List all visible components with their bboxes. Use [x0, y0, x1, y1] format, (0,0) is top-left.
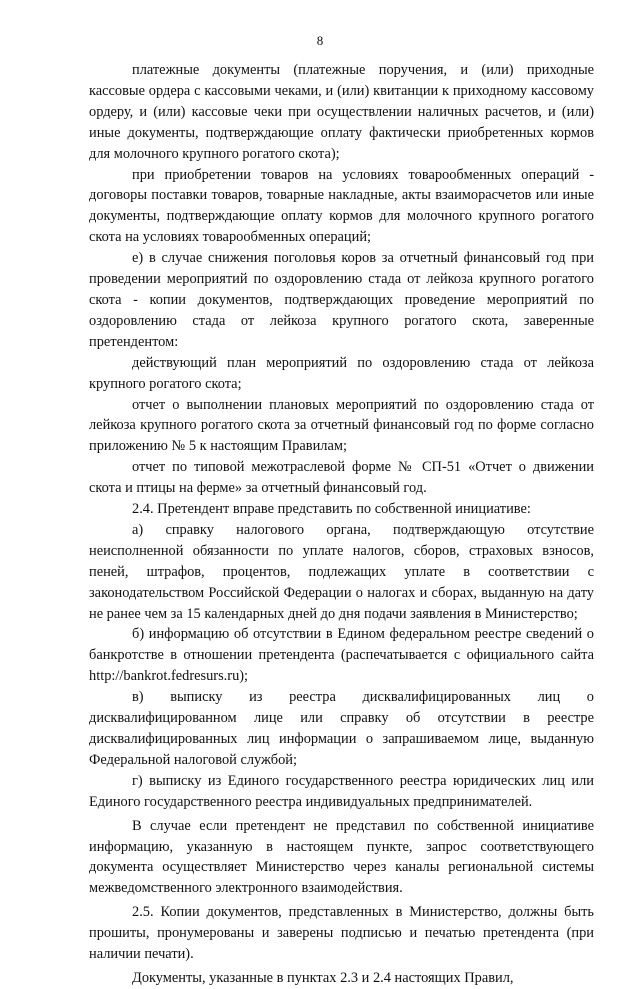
paragraph-item-e: е) в случае снижения поголовья коров за отчетный финансовый год при проведении мероприятий по оздоровлению стада от лейкоза крупного рогатого скота - копии документов, подтверждающих проведение мероприятий по оздоровлению стада от лейкоза крупного рогатого скота, заверенные претендентом:: [89, 250, 594, 350]
paragraph-item-g: г) выписку из Единого государственного реестра юридических лиц или Единого государственного реестра индивидуальных предпринимателей.: [89, 772, 594, 810]
paragraph-item-v: в) выписку из реестра дисквалифицированных лиц о дисквалифицированном лице или справку об отсутствии в реестре дисквалифицированных лиц информации о запрашиваемом лице, выданную Федеральной налоговой службой;: [89, 689, 594, 768]
paragraph-item-b: б) информацию об отсутствии в Едином федеральном реестре сведений о банкротстве в отношении претендента (распечатывается с официального сайта http://bankrot.fedresurs.ru);: [89, 626, 594, 685]
document-body: [89, 60, 594, 989]
paragraph-2-5: 2.5. Копии документов, представленных в Министерство, должны быть прошиты, пронумерованы и заверены подписью и печатью претендента (при наличии печати).: [89, 904, 594, 963]
page-number: 8: [316, 33, 324, 48]
paragraph-payment-documents: платежные документы (платежные поручения, и (или) приходные кассовые ордера с кассовыми чеками, и (или) квитанции к приходному кассовому ордеру, и (или) кассовые чеки при осуществлении наличных расчетов, и (или) иные документы, подтверждающие оплату фактически приобретенных кормов для молочного крупного рогатого скота);: [89, 62, 594, 162]
paragraph-documents-continued: Документы, указанные в пунктах 2.3 и 2.4 настоящих Правил,: [132, 969, 514, 986]
paragraph-interagency-request: В случае если претендент не представил по собственной инициативе информацию, указанную в настоящем пункте, запрос соответствующего документа осуществляет Министерство через каналы региональной системы межведомственного электронного взаимодействия.: [89, 817, 594, 897]
paragraph-item-a: а) справку налогового органа, подтверждающую отсутствие неисполненной обязанности по уплате налогов, сборов, страховых взносов, пеней, штрафов, процентов, подлежащих уплате в соответствии с законодательством Российской Федерации о налогах и сборах, выданную на дату не ранее чем за 15 календарных дней до дня подачи заявления в Министерство;: [89, 521, 594, 622]
paragraph-action-plan: действующий план мероприятий по оздоровлению стада от лейкоза крупного рогатого скота;: [89, 354, 594, 392]
paragraph-barter-operations: при приобретении товаров на условиях товарообменных операций - договоры поставки товаров, товарные накладные, акты взаиморасчетов или иные документы, подтверждающие оплату кормов для молочного крупного рогатого скота на условиях товарообменных операций;: [89, 166, 594, 246]
paragraph-form-sp-51: отчет по типовой межотраслевой форме № СП-51 «Отчет о движении скота и птицы на ферме» за отчетный финансовый год.: [89, 459, 594, 497]
paragraph-report-appendix-5: отчет о выполнении плановых мероприятий по оздоровлению стада от лейкоза крупного рогатого скота за отчетный финансовый год по форме согласно приложению № 5 к настоящим Правилам;: [89, 396, 594, 455]
paragraph-2-4-heading: 2.4. Претендент вправе представить по собственной инициативе:: [132, 501, 531, 518]
